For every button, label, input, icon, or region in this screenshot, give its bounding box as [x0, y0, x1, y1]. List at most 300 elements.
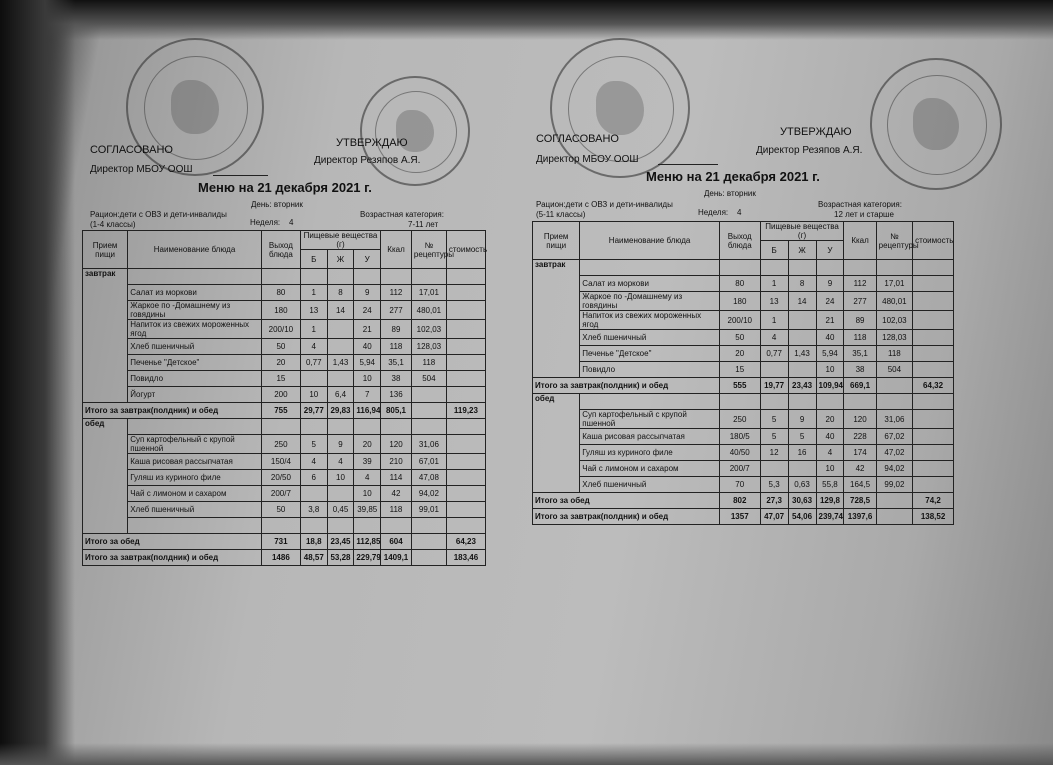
dish-recipe: 99,02	[876, 477, 913, 493]
dish-cost	[913, 292, 954, 311]
week-label: Неделя: 4	[250, 218, 294, 227]
dish-protein: 0,77	[760, 346, 788, 362]
total-carbs: 112,85	[354, 534, 381, 550]
empty-cell	[261, 419, 300, 435]
header-meal: Прием пищи	[83, 231, 128, 269]
dish-carbs: 40	[354, 339, 381, 355]
total-cost: 64,23	[446, 534, 485, 550]
dish-kcal: 112	[381, 285, 412, 301]
dish-carbs: 24	[816, 292, 844, 311]
dish-carbs: 39	[354, 454, 381, 470]
total-kcal: 1409,1	[381, 550, 412, 566]
agreed-label: СОГЛАСОВАНО	[536, 133, 619, 145]
table-row	[533, 445, 954, 461]
table-row	[83, 387, 486, 403]
dish-fat: 10	[327, 470, 354, 486]
dish-kcal: 89	[844, 311, 876, 330]
section-row	[83, 419, 486, 435]
dish-cost	[913, 311, 954, 330]
empty-cell	[411, 419, 446, 435]
dish-protein: 4	[300, 339, 327, 355]
empty-cell	[261, 269, 300, 285]
dish-carbs: 20	[354, 435, 381, 454]
table-row	[83, 454, 486, 470]
dish-recipe: 128,03	[411, 339, 446, 355]
breakfast-total-row	[533, 378, 954, 394]
table-row	[533, 429, 954, 445]
dish-fat: 8	[788, 276, 816, 292]
dish-recipe: 17,01	[411, 285, 446, 301]
table-row	[533, 346, 954, 362]
dish-kcal: 136	[381, 387, 412, 403]
dish-carbs: 24	[354, 301, 381, 320]
dish-cost	[913, 362, 954, 378]
dish-name: Каша рисовая рассыпчатая	[580, 429, 720, 445]
empty-cell	[719, 394, 760, 410]
dish-fat: 14	[788, 292, 816, 311]
dish-fat	[788, 330, 816, 346]
dish-output: 200/10	[719, 311, 760, 330]
approve-label: УТВЕРЖДАЮ	[336, 137, 408, 149]
dish-kcal: 42	[381, 486, 412, 502]
dish-name: Хлеб пшеничный	[580, 477, 720, 493]
empty-cell	[788, 260, 816, 276]
dish-fat: 9	[327, 435, 354, 454]
total-recipe	[411, 550, 446, 566]
dish-recipe: 47,08	[411, 470, 446, 486]
total-output: 755	[261, 403, 300, 419]
dish-fat	[788, 461, 816, 477]
dish-fat: 4	[327, 454, 354, 470]
dish-carbs: 55,8	[816, 477, 844, 493]
dish-carbs: 5,94	[354, 355, 381, 371]
dish-recipe: 118	[876, 346, 913, 362]
table-row	[533, 410, 954, 429]
total-output: 555	[719, 378, 760, 394]
dish-fat: 9	[788, 410, 816, 429]
total-protein: 27,3	[760, 493, 788, 509]
section-row	[533, 394, 954, 410]
dish-recipe: 118	[411, 355, 446, 371]
total-label: Итого за завтрак(полдник) и обед	[533, 509, 720, 525]
header-protein: Б	[300, 250, 327, 269]
dish-fat: 16	[788, 445, 816, 461]
table-row	[83, 285, 486, 301]
total-cost: 138,52	[913, 509, 954, 525]
table-row	[533, 311, 954, 330]
dish-kcal: 42	[844, 461, 876, 477]
dish-kcal: 118	[844, 330, 876, 346]
dish-cost	[446, 486, 485, 502]
dish-fat	[327, 518, 354, 534]
header-carbs: У	[816, 241, 844, 260]
empty-cell	[381, 269, 412, 285]
approve-by: Директор Резяпов А.Я.	[756, 145, 863, 156]
empty-cell	[760, 394, 788, 410]
dish-recipe	[411, 387, 446, 403]
header-carbs: У	[354, 250, 381, 269]
dish-name: Напиток из свежих мороженных ягод	[128, 320, 262, 339]
approve-label: УТВЕРЖДАЮ	[780, 126, 852, 138]
dish-protein: 10	[300, 387, 327, 403]
dish-name: Гуляш из куриного филе	[580, 445, 720, 461]
table-row	[83, 301, 486, 320]
empty-cell	[913, 394, 954, 410]
day-label: День: вторник	[704, 189, 756, 198]
dish-protein: 3,8	[300, 502, 327, 518]
empty-cell	[580, 260, 720, 276]
total-recipe	[876, 509, 913, 525]
dish-carbs: 10	[816, 461, 844, 477]
dish-protein	[760, 362, 788, 378]
dish-name: Чай с лимоном и сахаром	[580, 461, 720, 477]
dish-cost	[913, 346, 954, 362]
dish-fat: 5	[788, 429, 816, 445]
dish-carbs: 39,85	[354, 502, 381, 518]
total-kcal: 728,5	[844, 493, 876, 509]
dish-carbs: 4	[816, 445, 844, 461]
table-row	[533, 276, 954, 292]
menu-sheet-secondary	[528, 0, 968, 765]
empty-cell	[446, 269, 485, 285]
dish-cost	[446, 320, 485, 339]
total-carbs: 116,94	[354, 403, 381, 419]
dish-protein: 13	[760, 292, 788, 311]
dish-output: 80	[261, 285, 300, 301]
table-row	[533, 362, 954, 378]
dish-protein: 1	[760, 311, 788, 330]
dish-output	[261, 518, 300, 534]
dish-output: 180	[261, 301, 300, 320]
dish-fat	[788, 311, 816, 330]
dish-protein	[300, 371, 327, 387]
dish-cost	[913, 330, 954, 346]
dish-kcal: 210	[381, 454, 412, 470]
total-output: 1357	[719, 509, 760, 525]
dish-cost	[913, 410, 954, 429]
dish-kcal: 35,1	[381, 355, 412, 371]
dish-protein: 0,77	[300, 355, 327, 371]
director-signature	[658, 154, 718, 165]
header-cost: стоимость	[446, 231, 485, 269]
dish-recipe: 99,01	[411, 502, 446, 518]
dish-kcal: 118	[381, 339, 412, 355]
table-row	[533, 461, 954, 477]
dish-fat: 0,45	[327, 502, 354, 518]
dish-cost	[446, 502, 485, 518]
dish-name: Салат из моркови	[128, 285, 262, 301]
dish-fat: 1,43	[788, 346, 816, 362]
empty-cell	[411, 269, 446, 285]
dish-output: 20/50	[261, 470, 300, 486]
dish-carbs: 5,94	[816, 346, 844, 362]
table-row	[83, 371, 486, 387]
dish-name: Печенье "Детское"	[128, 355, 262, 371]
dish-carbs: 21	[354, 320, 381, 339]
dish-kcal	[381, 518, 412, 534]
header-fat: Ж	[788, 241, 816, 260]
age-value: 12 лет и старше	[834, 210, 894, 219]
dish-carbs: 7	[354, 387, 381, 403]
empty-cell	[719, 260, 760, 276]
table-row	[83, 518, 486, 534]
total-output: 731	[261, 534, 300, 550]
dish-protein	[760, 461, 788, 477]
total-carbs: 229,79	[354, 550, 381, 566]
dish-name: Печенье "Детское"	[580, 346, 720, 362]
dish-carbs: 4	[354, 470, 381, 486]
menu-sheet-primary	[78, 0, 518, 765]
total-cost: 64,32	[913, 378, 954, 394]
total-fat: 23,43	[788, 378, 816, 394]
total-carbs: 129,8	[816, 493, 844, 509]
total-recipe	[876, 493, 913, 509]
dish-cost	[913, 461, 954, 477]
total-label: Итого за обед	[533, 493, 720, 509]
dish-kcal: 277	[844, 292, 876, 311]
empty-cell	[354, 269, 381, 285]
table-row	[83, 435, 486, 454]
total-recipe	[411, 534, 446, 550]
header-cost: стоимость	[913, 222, 954, 260]
table-row	[83, 486, 486, 502]
meal-lunch-label: обед	[83, 419, 128, 534]
table-row	[533, 292, 954, 311]
dish-fat	[327, 339, 354, 355]
menu-title: Меню на 21 декабря 2021 г.	[198, 180, 372, 195]
total-label: Итого за завтрак(полдник) и обед	[83, 550, 262, 566]
age-label: Возрастная категория:	[818, 200, 902, 209]
dish-recipe: 31,06	[411, 435, 446, 454]
total-kcal: 1397,6	[844, 509, 876, 525]
lunch-total-row	[83, 534, 486, 550]
ration-label: Рацион:дети с ОВЗ и дети-инвалиды (5-11 классы)	[536, 200, 673, 219]
dish-carbs: 9	[816, 276, 844, 292]
dish-carbs: 40	[816, 429, 844, 445]
dish-recipe	[411, 518, 446, 534]
dish-carbs: 10	[354, 486, 381, 502]
header-output: Выход блюда	[261, 231, 300, 269]
dish-protein: 4	[300, 454, 327, 470]
approval-seal-stamp	[870, 58, 1002, 190]
dish-recipe: 504	[411, 371, 446, 387]
total-fat: 23,45	[327, 534, 354, 550]
dish-output: 200/10	[261, 320, 300, 339]
dish-name: Хлеб пшеничный	[128, 502, 262, 518]
dish-fat	[327, 371, 354, 387]
dish-name: Повидло	[128, 371, 262, 387]
dish-output: 50	[261, 502, 300, 518]
dish-kcal: 277	[381, 301, 412, 320]
total-protein: 29,77	[300, 403, 327, 419]
total-protein: 19,77	[760, 378, 788, 394]
table-row	[533, 330, 954, 346]
header-nutrients: Пищевые вещества (г)	[300, 231, 380, 250]
ration-label: Рацион:дети с ОВЗ и дети-инвалиды (1-4 классы)	[90, 210, 227, 229]
empty-cell	[381, 419, 412, 435]
dish-protein: 13	[300, 301, 327, 320]
meal-lunch-label: обед	[533, 394, 580, 493]
dish-output: 180	[719, 292, 760, 311]
empty-cell	[876, 394, 913, 410]
dish-recipe: 480,01	[876, 292, 913, 311]
dish-name: Хлеб пшеничный	[128, 339, 262, 355]
empty-cell	[300, 419, 327, 435]
dish-protein	[300, 518, 327, 534]
dish-fat	[788, 362, 816, 378]
empty-cell	[760, 260, 788, 276]
dish-cost	[446, 371, 485, 387]
total-recipe	[876, 378, 913, 394]
dish-kcal: 228	[844, 429, 876, 445]
dish-name: Жаркое по -Домашнему из говядины	[128, 301, 262, 320]
total-fat: 30,63	[788, 493, 816, 509]
empty-cell	[876, 260, 913, 276]
dish-cost	[446, 301, 485, 320]
header-protein: Б	[760, 241, 788, 260]
dish-kcal: 164,5	[844, 477, 876, 493]
breakfast-total-row	[83, 403, 486, 419]
menu-table	[532, 221, 954, 525]
meal-breakfast-label: завтрак	[83, 269, 128, 403]
lunch-total-row	[533, 493, 954, 509]
table-row	[83, 470, 486, 486]
dish-output: 50	[719, 330, 760, 346]
dish-output: 150/4	[261, 454, 300, 470]
dish-name: Жаркое по -Домашнему из говядины	[580, 292, 720, 311]
dish-protein: 5	[300, 435, 327, 454]
dish-name: Суп картофельный с крупой пшенной	[580, 410, 720, 429]
dish-recipe: 102,03	[876, 311, 913, 330]
dish-fat: 14	[327, 301, 354, 320]
empty-cell	[816, 260, 844, 276]
dish-fat: 8	[327, 285, 354, 301]
dish-cost	[446, 285, 485, 301]
header-kcal: Ккал	[381, 231, 412, 269]
total-fat: 29,83	[327, 403, 354, 419]
dish-fat	[327, 320, 354, 339]
dish-name: Напиток из свежих мороженных ягод	[580, 311, 720, 330]
section-row	[83, 269, 486, 285]
dish-protein: 1	[300, 285, 327, 301]
dish-fat: 0,63	[788, 477, 816, 493]
dish-kcal: 120	[381, 435, 412, 454]
total-cost: 119,23	[446, 403, 485, 419]
dish-fat: 6,4	[327, 387, 354, 403]
dish-recipe: 47,02	[876, 445, 913, 461]
dish-recipe: 102,03	[411, 320, 446, 339]
header-nutrients: Пищевые вещества (г)	[760, 222, 844, 241]
total-protein: 18,8	[300, 534, 327, 550]
dish-protein: 1	[760, 276, 788, 292]
total-protein: 47,07	[760, 509, 788, 525]
header-dish: Наименование блюда	[128, 231, 262, 269]
total-fat: 53,28	[327, 550, 354, 566]
empty-cell	[844, 260, 876, 276]
dish-recipe: 128,03	[876, 330, 913, 346]
total-output: 1486	[261, 550, 300, 566]
agreed-label: СОГЛАСОВАНО	[90, 144, 173, 156]
agreed-by: Директор МБОУ ООШ	[90, 164, 193, 175]
header-meal: Прием пищи	[533, 222, 580, 260]
age-value: 7-11 лет	[408, 220, 439, 229]
dish-protein: 5	[760, 410, 788, 429]
dish-kcal: 118	[381, 502, 412, 518]
dish-cost	[913, 276, 954, 292]
approve-by: Директор Резяпов А.Я.	[314, 155, 421, 166]
header-row	[83, 231, 486, 250]
dish-output: 40/50	[719, 445, 760, 461]
table-row	[83, 320, 486, 339]
total-fat: 54,06	[788, 509, 816, 525]
dish-cost	[446, 518, 485, 534]
dish-cost	[446, 355, 485, 371]
dish-carbs: 21	[816, 311, 844, 330]
scan-shadow-left	[0, 0, 75, 765]
agreed-by: Директор МБОУ ООШ	[536, 154, 639, 165]
total-kcal: 805,1	[381, 403, 412, 419]
dish-output: 80	[719, 276, 760, 292]
dish-name	[128, 518, 262, 534]
total-carbs: 239,74	[816, 509, 844, 525]
empty-cell	[128, 419, 262, 435]
dish-recipe: 94,02	[411, 486, 446, 502]
dish-output: 200/7	[719, 461, 760, 477]
table-row	[83, 502, 486, 518]
dish-name: Салат из моркови	[580, 276, 720, 292]
dish-carbs: 9	[354, 285, 381, 301]
dish-recipe: 94,02	[876, 461, 913, 477]
dish-fat	[327, 486, 354, 502]
total-cost: 183,46	[446, 550, 485, 566]
header-row	[533, 222, 954, 241]
dish-cost	[446, 454, 485, 470]
dish-output: 15	[261, 371, 300, 387]
dish-protein: 5,3	[760, 477, 788, 493]
dish-output: 70	[719, 477, 760, 493]
approval-seal-stamp	[360, 76, 470, 186]
total-protein: 48,57	[300, 550, 327, 566]
dish-carbs: 20	[816, 410, 844, 429]
header-fat: Ж	[327, 250, 354, 269]
empty-cell	[354, 419, 381, 435]
dish-cost	[913, 429, 954, 445]
dish-output: 15	[719, 362, 760, 378]
week-label: Неделя: 4	[698, 208, 742, 217]
total-label: Итого за завтрак(полдник) и обед	[83, 403, 262, 419]
dish-kcal: 112	[844, 276, 876, 292]
total-label: Итого за завтрак(полдник) и обед	[533, 378, 720, 394]
empty-cell	[788, 394, 816, 410]
dish-cost	[446, 470, 485, 486]
table-row	[83, 339, 486, 355]
table-row	[83, 355, 486, 371]
total-carbs: 109,94	[816, 378, 844, 394]
meal-breakfast-label: завтрак	[533, 260, 580, 378]
dish-kcal: 174	[844, 445, 876, 461]
dish-kcal: 38	[381, 371, 412, 387]
empty-cell	[913, 260, 954, 276]
dish-name: Хлеб пшеничный	[580, 330, 720, 346]
dish-output: 200/7	[261, 486, 300, 502]
day-label: День: вторник	[251, 200, 303, 209]
dish-kcal: 35,1	[844, 346, 876, 362]
total-label: Итого за обед	[83, 534, 262, 550]
dish-output: 20	[261, 355, 300, 371]
empty-cell	[844, 394, 876, 410]
table-row	[533, 477, 954, 493]
section-row	[533, 260, 954, 276]
